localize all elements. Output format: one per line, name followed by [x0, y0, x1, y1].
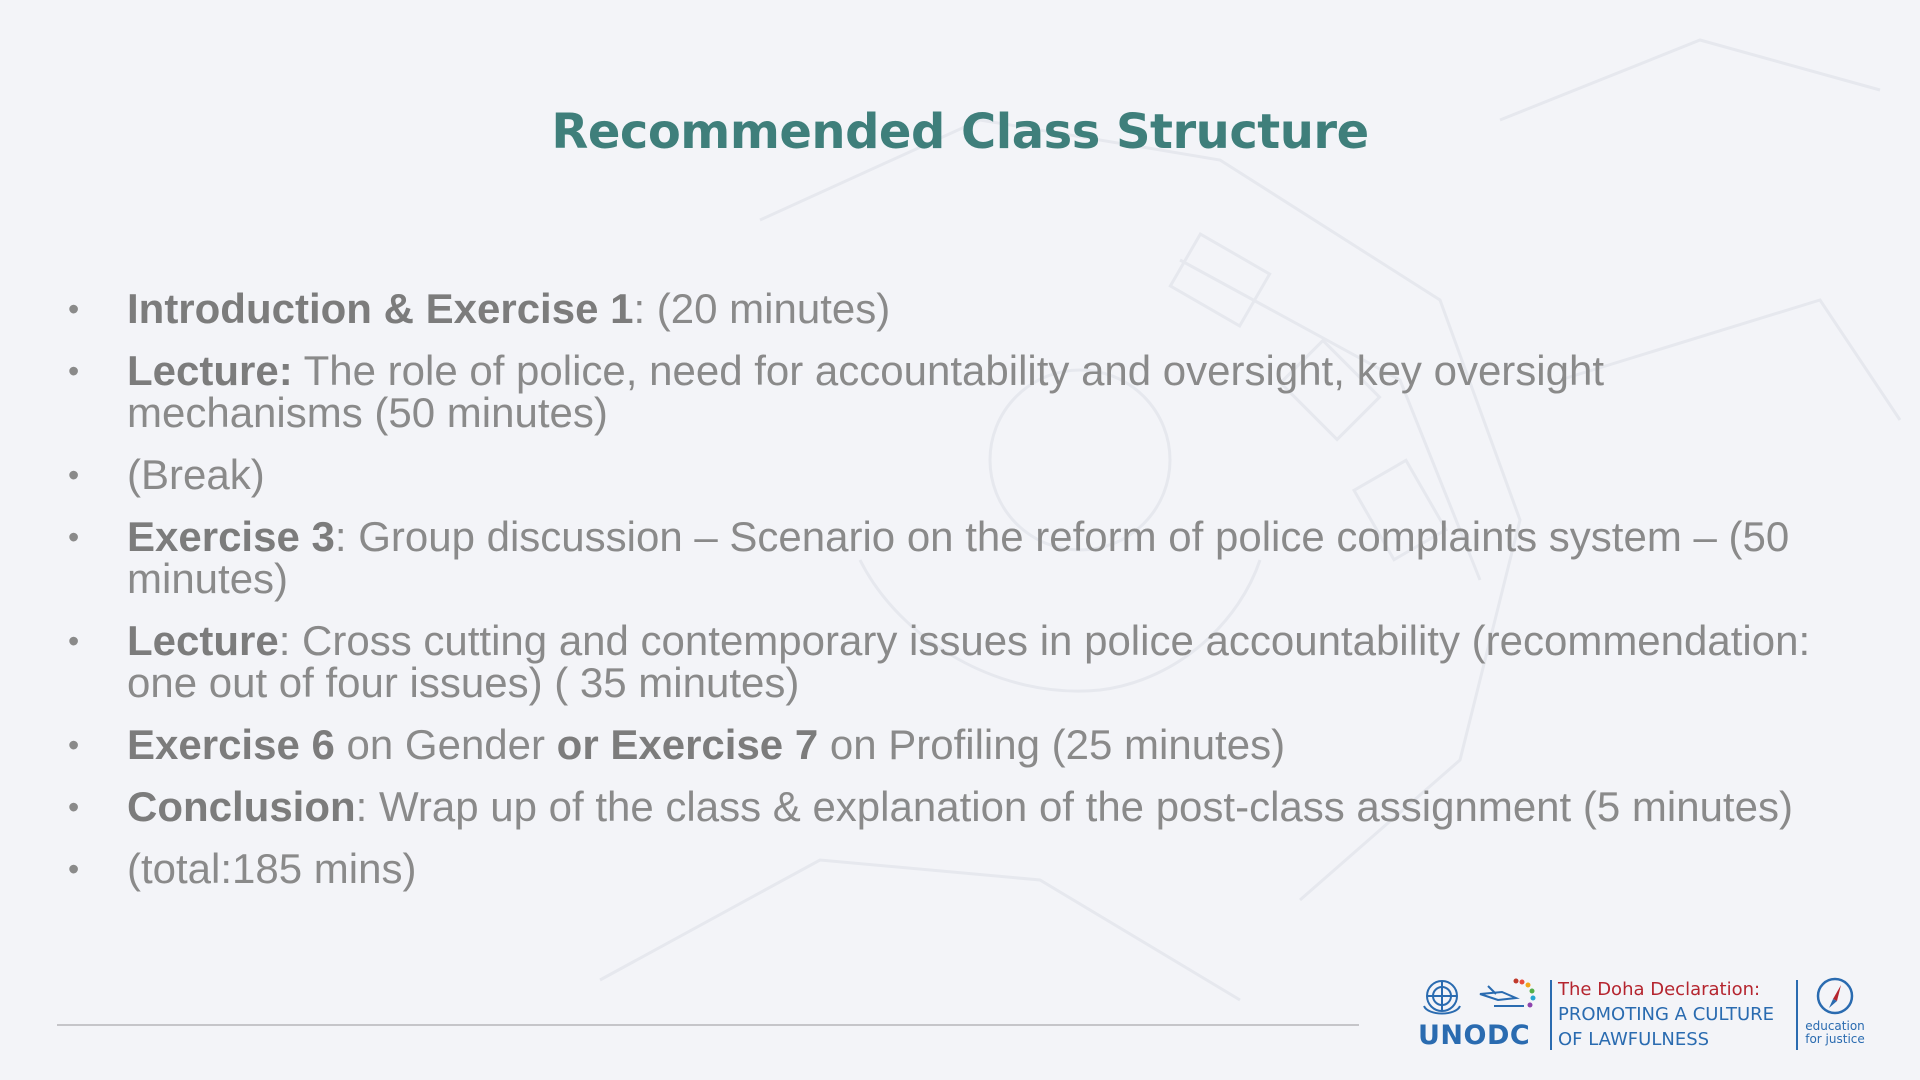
- list-item-text: on Profiling (25 minutes): [818, 721, 1286, 768]
- list-item-label: Lecture:: [127, 347, 293, 394]
- list-item: [68, 783, 1828, 830]
- bullet-dot: •: [68, 457, 80, 493]
- list-item-text: (Break): [127, 451, 265, 498]
- doha-dove-icon: [1480, 979, 1536, 1008]
- e4j-logo: [1803, 976, 1867, 1052]
- footer-separator: [1796, 980, 1798, 1050]
- unodc-logo: [1418, 976, 1548, 1052]
- e4j-line-1: education: [1805, 1019, 1865, 1033]
- list-item-text: on Gender: [334, 721, 557, 768]
- list-item: [68, 347, 1828, 436]
- e4j-wordmark: [1803, 1020, 1867, 1046]
- doha-line-1: PROMOTING A CULTURE: [1558, 1004, 1775, 1025]
- bullet-dot: •: [68, 353, 80, 389]
- list-item-text: The role of police, need for accountability and oversight, key oversight mechanisms (50 minutes): [127, 347, 1605, 436]
- doha-declaration-block: [1558, 978, 1788, 1052]
- list-item-label: Conclusion: [127, 783, 356, 830]
- list-item-label: Exercise 6: [127, 721, 335, 768]
- list-item-text: : Wrap up of the class & explanation of the post-class assignment (5 minutes): [355, 783, 1793, 830]
- list-item-label: or Exercise 7: [556, 721, 819, 768]
- list-item-text: (total:185 mins): [127, 845, 417, 892]
- class-structure-list: [68, 285, 1828, 910]
- list-item: [68, 285, 1828, 332]
- bullet-dot: •: [68, 623, 80, 659]
- compass-icon: [1803, 976, 1867, 1018]
- footer-separator: [1550, 980, 1552, 1050]
- unodc-wordmark: UNODC: [1418, 1020, 1531, 1051]
- list-item-text: : Group discussion – Scenario on the reform of police complaints system – (50 minutes): [127, 513, 1790, 602]
- slide-title: Recommended Class Structure: [551, 104, 1369, 160]
- footer-logos: [1418, 976, 1866, 1052]
- bullet-dot: •: [68, 519, 80, 555]
- list-item: [68, 617, 1828, 706]
- list-item-label: Exercise 3: [127, 513, 335, 560]
- list-item-label: Introduction & Exercise 1: [127, 285, 634, 332]
- e4j-line-2: for justice: [1805, 1032, 1865, 1046]
- list-item-label: Lecture: [127, 617, 279, 664]
- footer-divider: [57, 1024, 1359, 1026]
- list-item: [68, 513, 1828, 602]
- list-item: [68, 845, 1828, 892]
- doha-line-2: OF LAWFULNESS: [1558, 1029, 1710, 1050]
- bullet-dot: •: [68, 291, 80, 327]
- list-item: [68, 451, 1828, 498]
- list-item: [68, 721, 1828, 768]
- doha-title: The Doha Declaration:: [1558, 979, 1761, 1000]
- bullet-dot: •: [68, 789, 80, 825]
- list-item-text: : (20 minutes): [633, 285, 891, 332]
- bullet-dot: •: [68, 727, 80, 763]
- un-emblem-icon: [1418, 976, 1548, 1020]
- list-item-text: : Cross cutting and contemporary issues in police accountability (recommendation: one out of four issues) ( 35 minutes): [127, 617, 1811, 706]
- bullet-dot: •: [68, 851, 80, 887]
